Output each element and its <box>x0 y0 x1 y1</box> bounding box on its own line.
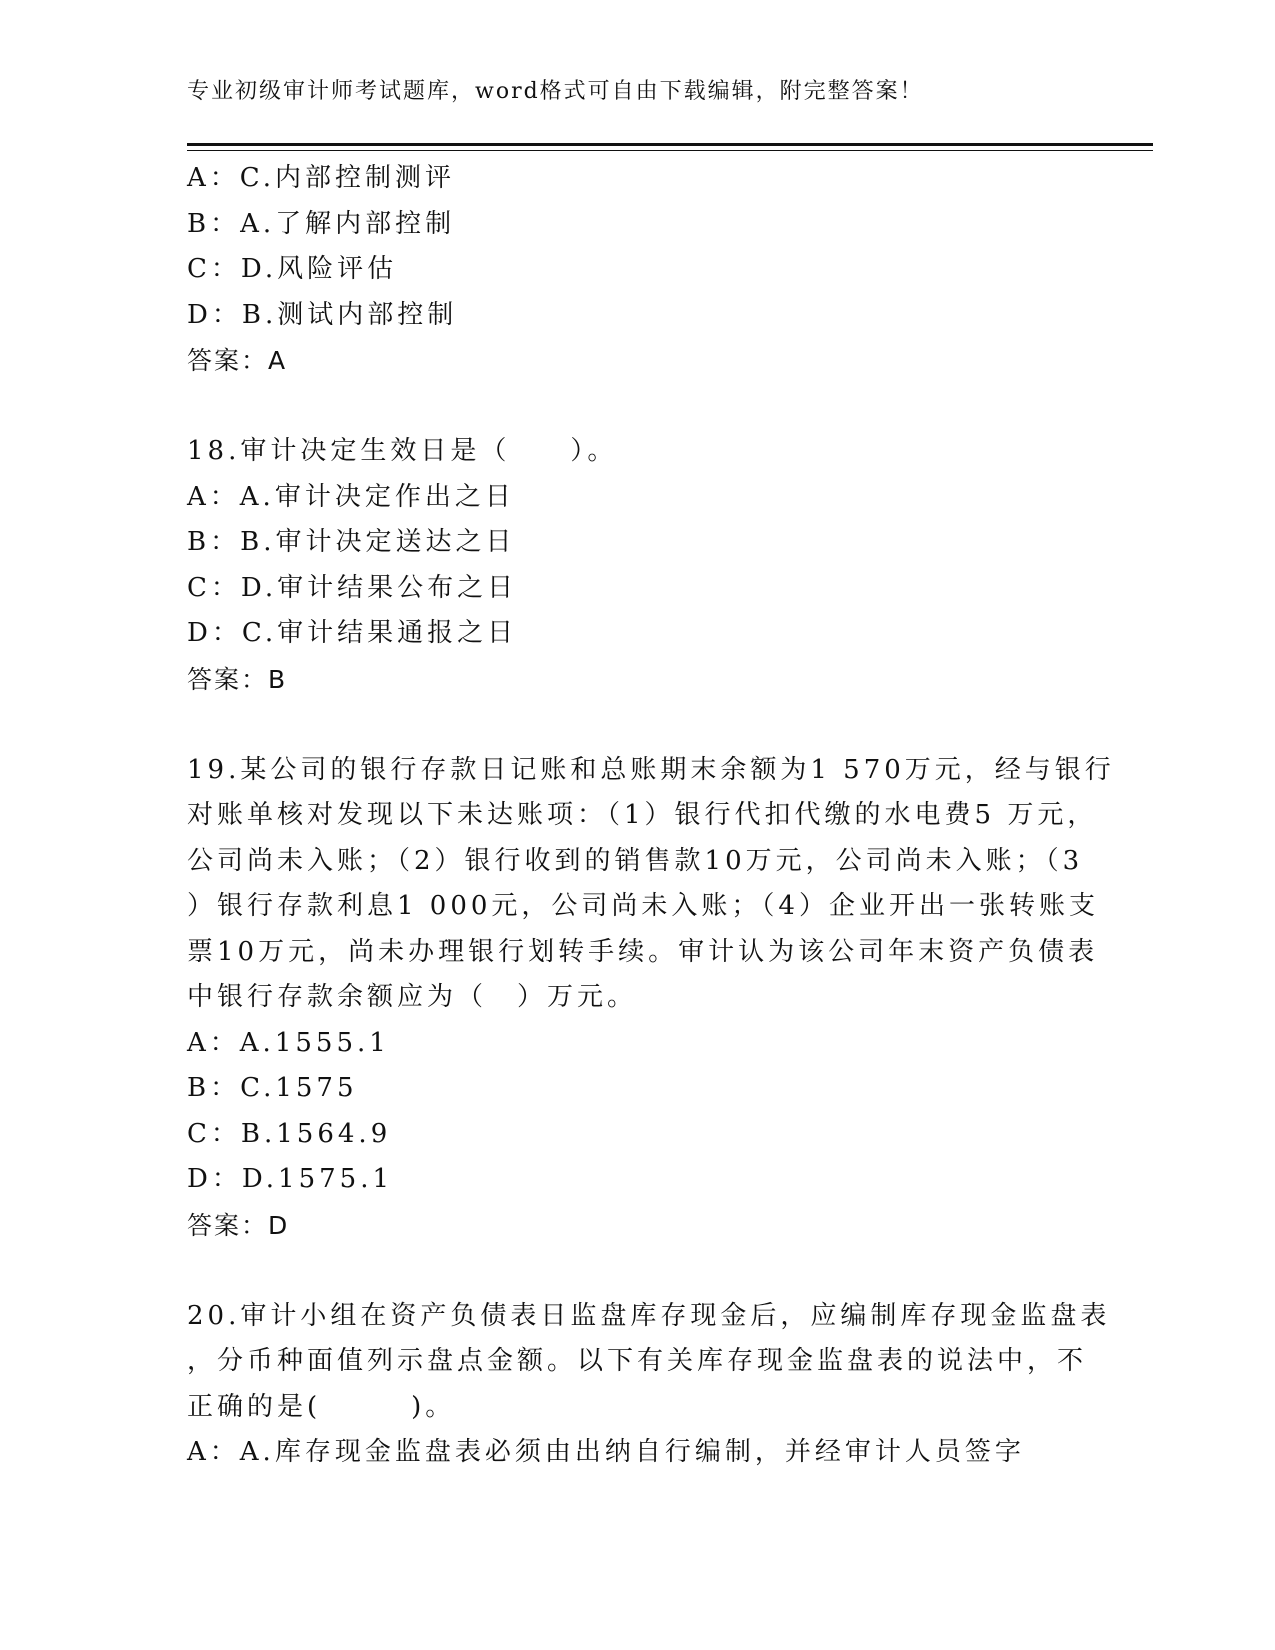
option-d: D：C.审计结果通报之日 <box>187 618 518 648</box>
option-b: B：A.了解内部控制 <box>187 208 456 239</box>
question-19 <box>187 748 1115 1249</box>
option-c: C：D.风险评估 <box>187 254 398 284</box>
spacer <box>187 1248 1087 1294</box>
option-b: B：B.审计决定送达之日 <box>187 527 516 557</box>
option-a: A：A.库存现金监盘表必须由出纳自行编制，并经审计人员签字 <box>187 1437 1025 1467</box>
question-list <box>187 156 1115 1476</box>
question-stem-line: 对账单核对发现以下未达账项：（1）银行代扣代缴的水电费5 万元， <box>187 800 1098 830</box>
question-stem-line: 票10万元，尚未办理银行划转手续。审计认为该公司年末资产负债表 <box>187 936 1099 967</box>
option-a: A：C.内部控制测评 <box>187 163 456 193</box>
question-18 <box>187 429 1087 702</box>
option-c: C：B.1564.9 <box>187 1118 392 1149</box>
spacer <box>187 702 1087 748</box>
answer: 答案：D <box>187 1210 290 1240</box>
option-d: D：D.1575.1 <box>187 1164 394 1194</box>
header-rule-thick <box>187 143 1153 146</box>
question-20 <box>187 1294 1111 1476</box>
question-stem-line: 中银行存款余额应为（ ）万元。 <box>187 982 638 1012</box>
question-stem-line: ，分币种面值列示盘点金额。以下有关库存现金监盘表的说法中，不 <box>187 1346 1088 1376</box>
spacer <box>187 384 1087 430</box>
option-d: D：B.测试内部控制 <box>187 299 458 330</box>
option-b: B：C.1575 <box>187 1073 358 1103</box>
question-stem-line: 20.审计小组在资产负债表日监盘库存现金后，应编制库存现金监盘表 <box>187 1300 1111 1331</box>
question-stem-line: 正确的是( )。 <box>187 1391 456 1422</box>
answer: 答案：B <box>187 664 288 694</box>
option-a: A：A.审计决定作出之日 <box>187 481 515 512</box>
question-stem-line: ）银行存款利息1 000元，公司尚未入账；（4）企业开出一张转账支 <box>187 891 1099 921</box>
question-17 <box>187 156 1087 384</box>
answer: 答案：A <box>187 346 288 375</box>
page-header: 专业初级审计师考试题库，word格式可自由下载编辑，附完整答案！ <box>187 79 924 104</box>
question-stem-line: 公司尚未入账；（2）银行收到的销售款10万元，公司尚未入账；（3 <box>187 845 1084 876</box>
header-rule-thin <box>187 150 1153 151</box>
question-stem-line: 19.某公司的银行存款日记账和总账期末余额为1 570万元，经与银行 <box>187 754 1115 785</box>
question-stem: 18.审计决定生效日是（ ）。 <box>187 436 618 466</box>
option-a: A：A.1555.1 <box>187 1027 390 1058</box>
option-c: C：D.审计结果公布之日 <box>187 572 518 603</box>
